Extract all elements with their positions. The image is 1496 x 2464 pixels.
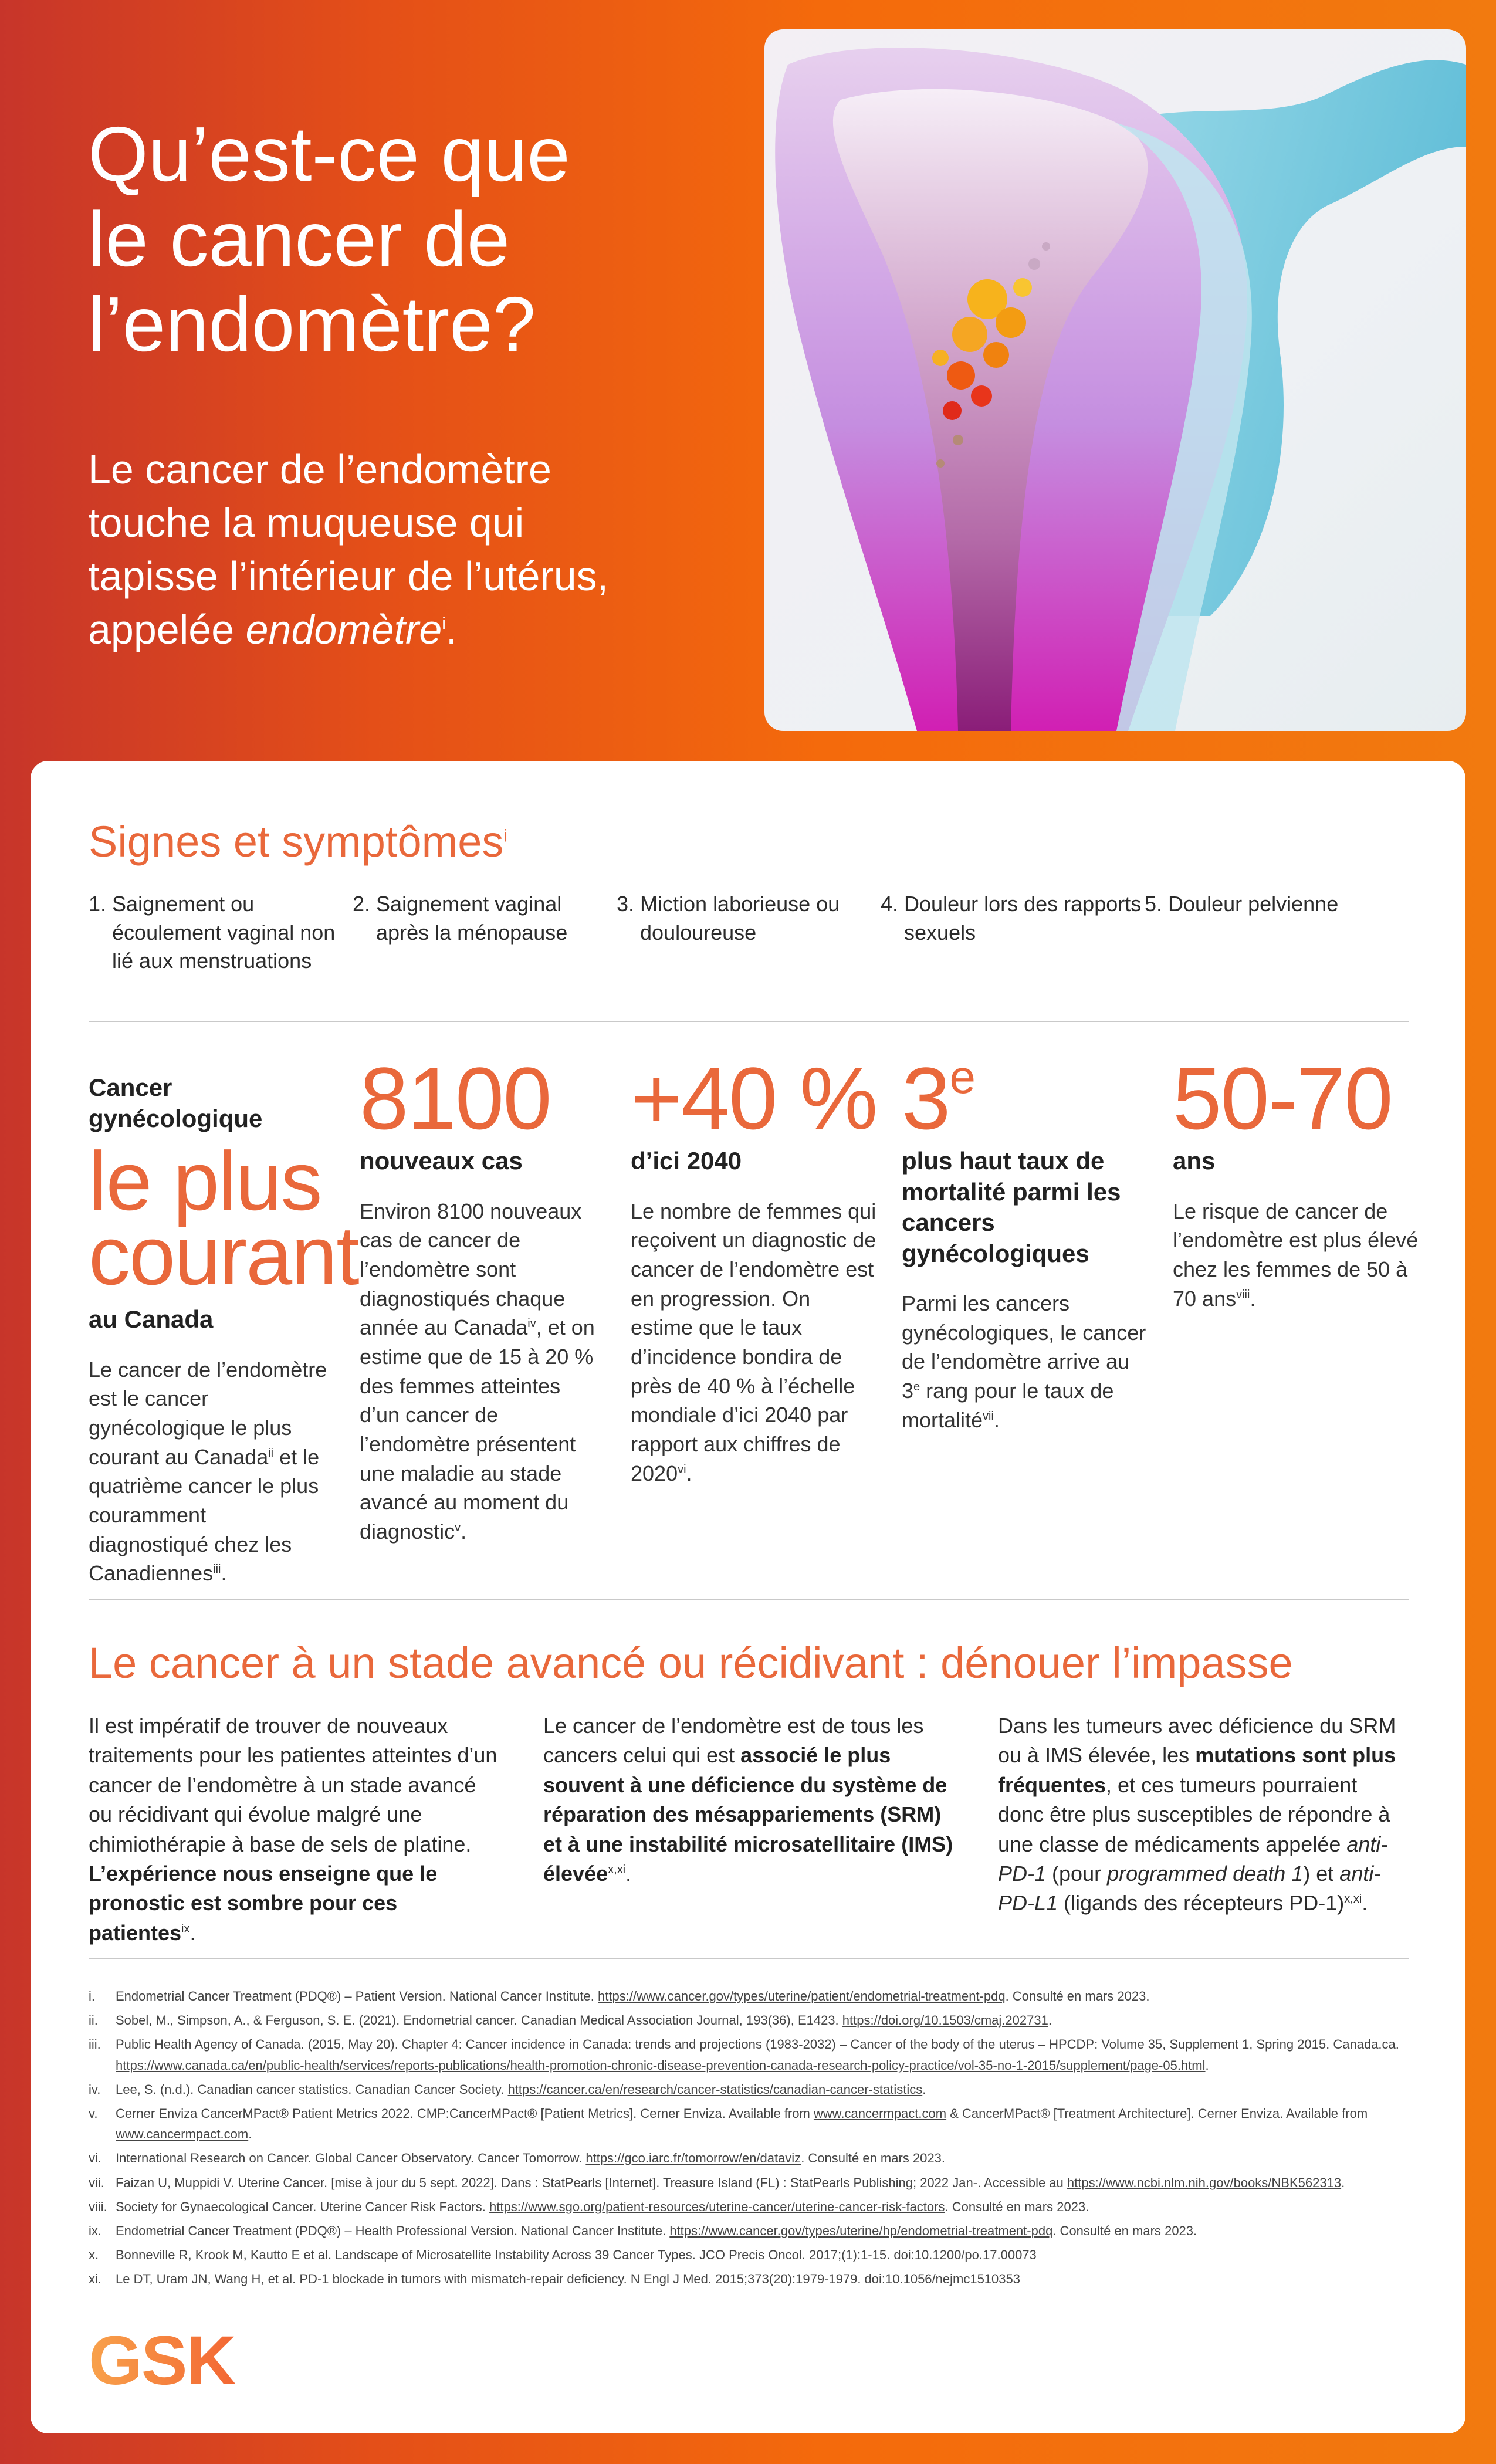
symptom-item <box>881 890 1145 976</box>
reference-item <box>89 2269 1409 2289</box>
reference-link[interactable]: https://gco.iarc.fr/tomorrow/en/dataviz <box>585 2151 801 2166</box>
col-text: Dans les tumeurs avec déficience du SRM ou à IMS élevée, les <box>998 1714 1396 1768</box>
symptom-item <box>89 890 353 976</box>
stat-mortality <box>902 1049 1148 1434</box>
reference-link[interactable]: https://www.cancer.gov/types/uterine/hp/endometrial-treatment-pdq <box>669 2223 1053 2238</box>
stat-description <box>1173 1197 1419 1314</box>
symptom-number: 1. <box>89 892 107 916</box>
title-line: le cancer de <box>88 196 510 283</box>
reference-number: ix. <box>89 2223 101 2238</box>
reference-text: Cerner Enviza CancerMPact® Patient Metrics 2022. CMP:CancerMPact® [Patient Metrics]. Cerner Enviza. Available from <box>116 2106 814 2121</box>
reference-text: . <box>248 2127 252 2142</box>
reference-text: & CancerMPact® [Treatment Architecture]. Cerner Enviza. Available from <box>946 2106 1368 2121</box>
reference-link[interactable]: https://doi.org/10.1503/cmaj.202731 <box>842 2013 1048 2028</box>
desc-text: et le quatrième cancer le plus couramment diagnostiqué chez les Canadiennes <box>89 1444 320 1586</box>
reference-link[interactable]: www.cancermpact.com <box>116 2127 249 2142</box>
reference-text: Faizan U, Muppidi V. Uterine Cancer. [mise à jour du 5 sept. 2022]. Dans : StatPearls [Internet]. Treasure Island (FL) : StatPearls Publishing; 2022 Jan-. Accessible au <box>116 2175 1067 2190</box>
reference-number: v. <box>89 2106 98 2121</box>
reference-marker: ix <box>181 1922 190 1935</box>
symptom-number: 3. <box>617 892 635 916</box>
reference-item <box>89 2148 1409 2168</box>
stat-number-text: 3 <box>902 1049 950 1148</box>
desc-text: . <box>993 1407 1000 1432</box>
reference-number: viii. <box>89 2199 107 2214</box>
symptom-text: Saignement ou écoulement vaginal non lié aux menstruations <box>112 892 336 973</box>
symptoms-title-text: Signes et symptômes <box>89 817 504 866</box>
advanced-col-1 <box>89 1711 499 1948</box>
reference-number: iv. <box>89 2081 101 2097</box>
reference-number: iii. <box>89 2037 101 2052</box>
reference-marker: iv <box>527 1317 536 1331</box>
stat-pre-line: Cancer <box>89 1074 172 1101</box>
reference-text: . Consulté en mars 2023. <box>1052 2223 1197 2238</box>
reference-item <box>89 2245 1409 2265</box>
stats-row <box>89 1049 1438 1586</box>
reference-text: Society for Gynaecological Cancer. Uterine Cancer Risk Factors. <box>116 2199 490 2214</box>
reference-text: Lee, S. (n.d.). Canadian cancer statistics. Canadian Cancer Society. <box>116 2081 508 2097</box>
advanced-col-2 <box>543 1711 954 1948</box>
title-line: l’endomètre? <box>88 281 536 368</box>
symptom-number: 4. <box>881 892 899 916</box>
symptom-number: 5. <box>1145 892 1163 916</box>
desc-text: Environ 8100 nouveaux cas de cancer de l’endomètre sont diagnostiqués chaque année au Canada <box>360 1199 582 1340</box>
reference-text: Endometrial Cancer Treatment (PDQ®) – Patient Version. National Cancer Institute. <box>116 1989 598 2003</box>
stat-number <box>902 1049 1148 1148</box>
divider <box>89 1599 1409 1600</box>
reference-item <box>89 1986 1409 2006</box>
subtitle-emphasis: endomètre <box>245 607 442 652</box>
reference-link[interactable]: https://www.cancer.gov/types/uterine/patient/endometrial-treatment-pdq <box>598 1989 1006 2003</box>
reference-link[interactable]: https://www.sgo.org/patient-resources/uterine-cancer/uterine-cancer-risk-factors <box>489 2199 945 2214</box>
stat-number: 8100 <box>360 1049 551 1148</box>
advanced-title: Le cancer à un stade avancé ou récidivant : dénouer l’impasse <box>89 1639 1293 1687</box>
stat-label: plus haut taux de mortalité parmi les cancers gynécologiques <box>902 1147 1121 1267</box>
reference-item <box>89 2034 1409 2075</box>
stat-description <box>902 1289 1148 1434</box>
ordinal-suffix: e <box>913 1380 920 1394</box>
logo-text: GSK <box>89 2330 235 2392</box>
reference-text: Public Health Agency of Canada. (2015, May 20). Chapter 4: Cancer incidence in Canada: trends and projections (1983-2032) – Cancer of the body of the uterus – HPCDP: Volume 35, Supplement 1, Spring 2015. Canada.ca. <box>116 2037 1399 2052</box>
col-text: (pour <box>1046 1861 1108 1886</box>
reference-text: Bonneville R, Krook M, Kautto E et al. Landscape of Microsatellite Instability Across 39 Cancer Types. JCO Precis Oncol. 2017;(1):1-15. doi:10.1200/po.17.00073 <box>116 2248 1037 2263</box>
stat-most-common <box>89 1072 358 1588</box>
reference-link[interactable]: https://www.ncbi.nlm.nih.gov/books/NBK562313 <box>1067 2175 1342 2190</box>
desc-text: Parmi les cancers gynécologiques, le cancer de l’endomètre arrive au 3 <box>902 1291 1146 1403</box>
reference-number: xi. <box>89 2272 101 2287</box>
desc-text: rang pour le taux de mortalité <box>902 1379 1114 1432</box>
uterus-illustration <box>764 29 1466 731</box>
desc-text: . <box>686 1461 692 1485</box>
reference-text: . <box>1205 2057 1209 2073</box>
gsk-logo <box>89 2330 288 2392</box>
stat-pre-line: gynécologique <box>89 1105 263 1133</box>
symptom-item <box>353 890 617 976</box>
subtitle-line: appelée <box>88 607 246 652</box>
col-text: ) et <box>1303 1861 1340 1886</box>
divider <box>89 1958 1409 1959</box>
desc-text: . <box>1250 1286 1256 1311</box>
references-list <box>89 1986 1409 2293</box>
symptom-item <box>617 890 881 976</box>
symptom-text: Douleur pelvienne <box>1168 892 1339 916</box>
desc-text: . <box>221 1561 227 1586</box>
info-card <box>31 761 1465 2433</box>
symptoms-title <box>89 817 507 867</box>
symptom-text: Saignement vaginal après la ménopause <box>376 892 568 945</box>
symptom-number: 2. <box>353 892 371 916</box>
col-bold: mutations sont plus fréquentes <box>998 1743 1396 1797</box>
reference-number: i. <box>89 1989 95 2003</box>
desc-text: . <box>461 1519 467 1544</box>
stat-pre-label <box>89 1072 329 1135</box>
symptom-item <box>1145 890 1409 976</box>
reference-text: Endometrial Cancer Treatment (PDQ®) – Health Professional Version. National Cancer Institute. <box>116 2223 670 2238</box>
stat-label: au Canada <box>89 1305 214 1333</box>
reference-marker: vi <box>678 1463 686 1476</box>
col-italic: anti-PD-1 <box>998 1832 1388 1886</box>
reference-number: x. <box>89 2248 99 2263</box>
col-text: (ligands des récepteurs PD-1) <box>1058 1891 1345 1915</box>
reference-marker: ii <box>268 1446 274 1460</box>
stat-label: d’ici 2040 <box>631 1147 742 1175</box>
ordinal-suffix: e <box>949 1051 974 1103</box>
reference-link[interactable]: https://www.canada.ca/en/public-health/services/reports-publications/health-promotion-chronic-disease-prevention-canada-research-policy-practice/vol-35-no-1-2015/supplement/page-05.html <box>116 2057 1206 2073</box>
reference-item <box>89 2010 1409 2030</box>
symptoms-list <box>89 890 1409 976</box>
reference-text: . Consulté en mars 2023. <box>945 2199 1089 2214</box>
advanced-columns <box>89 1711 1409 1948</box>
stat-description <box>89 1355 329 1588</box>
col-italic: programmed death 1 <box>1107 1861 1304 1886</box>
reference-number: vii. <box>89 2175 104 2190</box>
col-text: Le cancer de l’endomètre est de tous les cancers celui qui est <box>543 1714 924 1768</box>
subtitle-line: tapisse l’intérieur de l’utérus, <box>88 553 609 599</box>
col-text: . <box>625 1861 632 1886</box>
col-bold: L’expérience nous enseigne que le pronostic est sombre pour ces patientes <box>89 1861 438 1945</box>
reference-item <box>89 2172 1409 2193</box>
desc-text: , et on estime que de 15 à 20 % des femmes atteintes d’un cancer de l’endomètre présentent une maladie au stade avancé au moment du diagnostic <box>360 1315 595 1544</box>
reference-marker: x,xi <box>1344 1893 1362 1906</box>
reference-text: . Consulté en mars 2023. <box>801 2151 945 2166</box>
reference-text: International Research on Cancer. Global Cancer Observatory. Cancer Tomorrow. <box>116 2151 586 2166</box>
stat-label: nouveaux cas <box>360 1147 523 1175</box>
reference-item <box>89 2221 1409 2241</box>
reference-marker: x,xi <box>608 1863 626 1876</box>
reference-text: . <box>1048 2013 1052 2028</box>
col-text: . <box>189 1920 196 1945</box>
reference-marker: v <box>455 1521 461 1534</box>
reference-link[interactable]: www.cancermpact.com <box>813 2106 947 2121</box>
stat-age-range <box>1173 1049 1419 1313</box>
col-text: . <box>1362 1891 1368 1915</box>
reference-item <box>89 2079 1409 2100</box>
reference-text: . Consulté en mars 2023. <box>1005 1989 1150 2003</box>
reference-marker: i <box>442 614 446 634</box>
reference-item <box>89 2103 1409 2144</box>
stat-big-line: courant <box>89 1209 358 1303</box>
stat-number: +40 % <box>631 1049 877 1148</box>
desc-text: Le nombre de femmes qui reçoivent un diagnostic de cancer de l’endomètre est en progression. On estime que le taux d’incidence bondira de près de 40 % à l’échelle mondiale d’ici 2040 par rapport aux chiffres de 2020 <box>631 1199 876 1485</box>
reference-text: Sobel, M., Simpson, A., & Ferguson, S. E. (2021). Endometrial cancer. Canadian Medical Association Journal, 193(36), E1423. <box>116 2013 842 2028</box>
stat-description <box>360 1197 606 1546</box>
stat-new-cases <box>360 1049 606 1546</box>
col-text: Il est impératif de trouver de nouveaux traitements pour les patientes atteintes d’un cancer de l’endomètre à un stade avancé ou récidivant qui évolue malgré une chimiothérapie à base de sels de platine. <box>89 1714 497 1856</box>
reference-number: ii. <box>89 2013 98 2028</box>
col-bold: associé le plus souvent à une déficience du système de réparation des mésappariements (SRM) et à une instabilité microsatellitaire (IMS) élevée <box>543 1743 953 1886</box>
stat-big-text <box>89 1134 358 1303</box>
subtitle-punct: . <box>445 607 458 652</box>
reference-marker: viii <box>1236 1288 1250 1301</box>
divider <box>89 1021 1409 1022</box>
reference-link[interactable]: https://cancer.ca/en/research/cancer-statistics/canadian-cancer-statistics <box>507 2081 923 2097</box>
subtitle-line: touche la muqueuse qui <box>88 500 524 546</box>
symptom-text: Miction laborieuse ou douloureuse <box>640 892 840 945</box>
page-title <box>88 111 733 367</box>
col-italic: anti-PD-L1 <box>998 1861 1381 1915</box>
symptom-text: Douleur lors des rapports sexuels <box>904 892 1142 945</box>
page-subtitle <box>88 443 733 656</box>
stat-big-line: le plus <box>89 1134 321 1228</box>
stat-number: 50-70 <box>1173 1049 1392 1148</box>
reference-text: . <box>922 2081 926 2097</box>
desc-text: Le cancer de l’endomètre est le cancer gynécologique le plus courant au Canada <box>89 1357 327 1469</box>
stat-growth <box>631 1049 877 1488</box>
subtitle-line: Le cancer de l’endomètre <box>88 446 551 492</box>
stat-description <box>631 1197 877 1488</box>
reference-text: Le DT, Uram JN, Wang H, et al. PD-1 blockade in tumors with mismatch-repair deficiency. N Engl J Med. 2015;373(20):1979-1979. doi:10.1056/nejmc1510353 <box>116 2272 1020 2287</box>
col-text: , et ces tumeurs pourraient donc être plus susceptibles de répondre à une classe de médicaments appelée <box>998 1772 1390 1856</box>
reference-text: . <box>1341 2175 1345 2190</box>
stat-label: ans <box>1173 1147 1216 1175</box>
reference-marker: vii <box>983 1409 994 1423</box>
reference-number: vi. <box>89 2151 101 2166</box>
reference-marker: iii <box>213 1563 221 1576</box>
title-line: Qu’est-ce que <box>88 111 570 197</box>
desc-text: Le risque de cancer de l’endomètre est plus élevé chez les femmes de 50 à 70 ans <box>1173 1199 1419 1311</box>
advanced-col-3 <box>998 1711 1409 1948</box>
reference-marker: i <box>503 826 508 846</box>
reference-item <box>89 2196 1409 2217</box>
